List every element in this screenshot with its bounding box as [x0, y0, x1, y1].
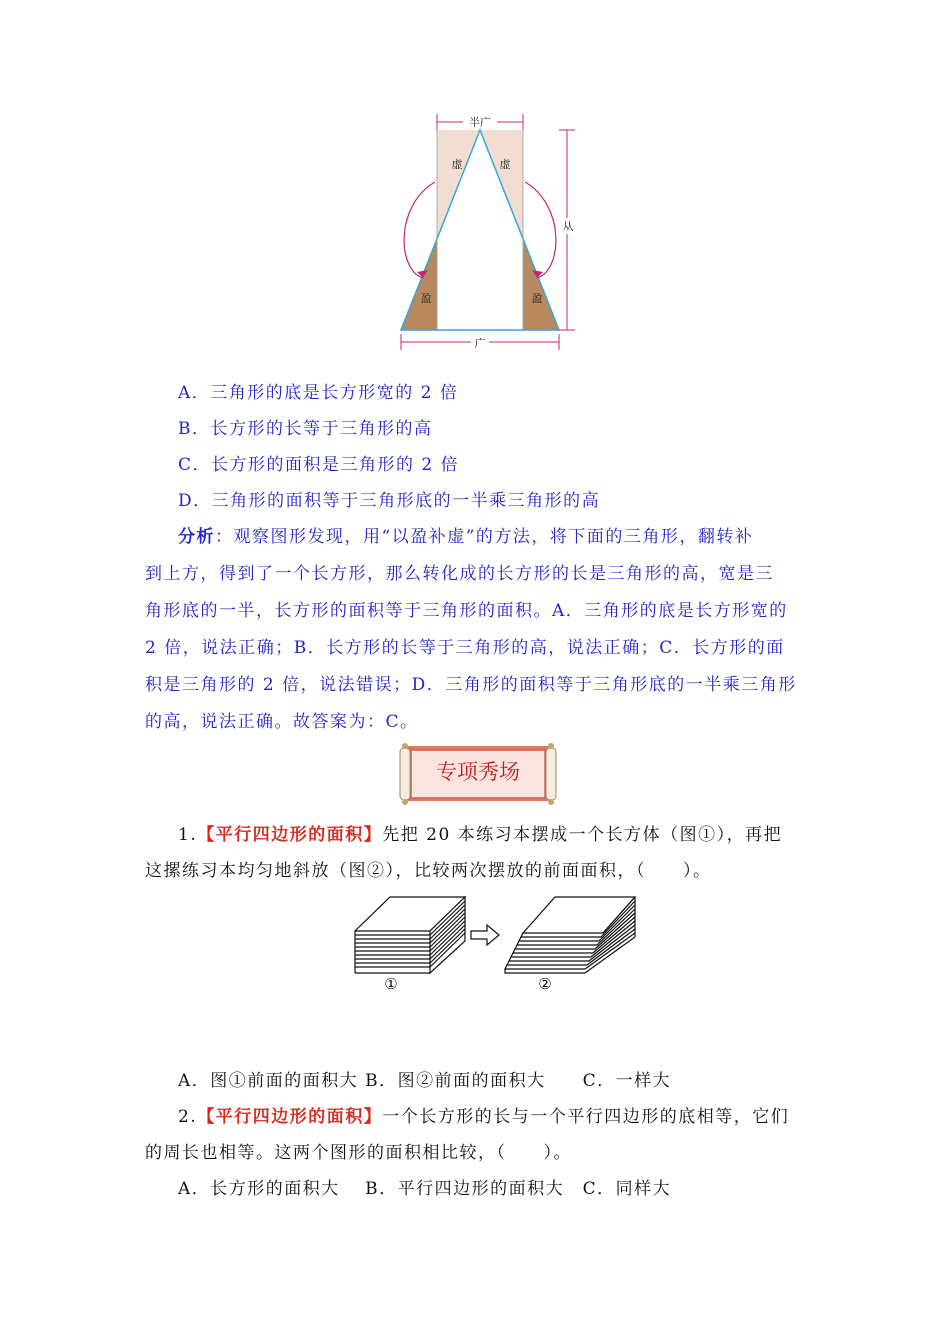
option-c: C．长方形的面积是三角形的 2 倍: [178, 455, 460, 475]
q2-line-2: 的周长也相等。这两个图形的面积相比较，（ ）。: [145, 1143, 572, 1163]
option-a: A．三角形的底是长方形宽的 2 倍: [178, 383, 459, 403]
analysis-line-6: 的高，说法正确。故答案为：C。: [145, 712, 419, 732]
full-label-right: 盈: [531, 292, 543, 305]
length-label: 从: [562, 220, 574, 233]
banner-title: 专项秀场: [436, 760, 520, 784]
q1-line-1: 1.【平行四边形的面积】先把 20 本练习本摆成一个长方体（图①），再把: [178, 825, 783, 845]
q1-options: A．图①前面的面积大 B．图②前面的面积大 C．一样大: [178, 1071, 672, 1091]
section-banner: [397, 742, 559, 806]
full-label-left: 盈: [420, 292, 432, 305]
q1-line-2: 这摞练习本均匀地斜放（图②），比较两次摆放的前面面积，（ ）。: [145, 861, 712, 881]
empty-label-left: 虚: [451, 158, 463, 171]
analysis-line-1: 分析：观察图形发现，用“以盈补虚”的方法，将下面的三角形，翻转补: [178, 527, 754, 547]
triangle-rectangle-figure: [395, 110, 580, 352]
analysis-line-2: 到上方，得到了一个长方形，那么转化成的长方形的长是三角形的高，宽是三: [145, 564, 774, 584]
option-b: B．长方形的长等于三角形的高: [178, 419, 433, 439]
q1-number: 1.: [178, 825, 198, 845]
analysis-line-4: 2 倍，说法正确；B．长方形的长等于三角形的高，说法正确；C．长方形的面: [145, 638, 785, 658]
q1-topic: 【平行四边形的面积】: [197, 825, 383, 845]
width-label: 广: [474, 337, 486, 350]
notebook-stacks-figure: [345, 893, 645, 993]
option-d: D．三角形的面积等于三角形底的一半乘三角形的高: [178, 491, 601, 511]
analysis-title: 分析: [178, 527, 215, 547]
q2-topic: 【平行四边形的面积】: [197, 1107, 383, 1127]
arrow-right-icon: [471, 925, 499, 945]
q2-number: 2.: [178, 1107, 198, 1127]
figure-label-2: ②: [538, 975, 552, 993]
stack-slanted: [505, 897, 635, 973]
q2-line-1: 2.【平行四边形的面积】一个长方形的长与一个平行四边形的底相等，它们: [178, 1107, 790, 1127]
analysis-line-5: 积是三角形的 2 倍，说法错误；D．三角形的面积等于三角形底的一半乘三角形: [145, 675, 797, 695]
stack-rectangular: [355, 897, 465, 973]
half-width-label: 半广: [469, 116, 491, 129]
analysis-line-3: 角形底的一半，长方形的面积等于三角形的面积。A．三角形的底是长方形宽的: [145, 601, 788, 621]
q2-options: A．长方形的面积大 B．平行四边形的面积大 C．同样大: [178, 1179, 672, 1199]
figure-label-1: ①: [384, 975, 398, 993]
empty-label-right: 虚: [499, 158, 511, 171]
